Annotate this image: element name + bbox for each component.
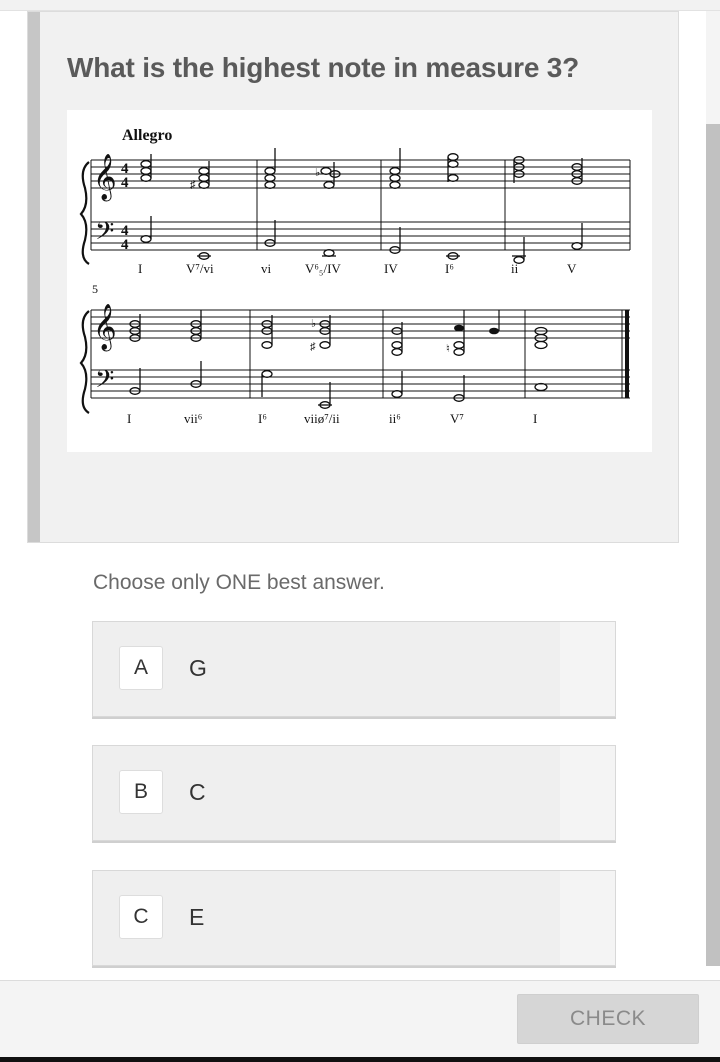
svg-text:♯: ♯ xyxy=(190,179,196,191)
bass-staff-1 xyxy=(91,222,630,250)
brace-2 xyxy=(81,311,89,413)
svg-text:ii: ii xyxy=(511,261,519,276)
svg-text:viiø⁷/ii: viiø⁷/ii xyxy=(304,411,340,426)
svg-text:I: I xyxy=(533,411,538,426)
score-svg xyxy=(67,110,652,452)
option-a-letter: A xyxy=(119,646,163,690)
top-bar xyxy=(0,0,720,11)
option-b-text: C xyxy=(189,779,206,805)
option-b-letter: B xyxy=(119,770,163,814)
bass-staff-2 xyxy=(91,370,630,398)
svg-text:I⁶: I⁶ xyxy=(445,261,454,276)
time-signature-1 xyxy=(121,161,129,253)
svg-text:V: V xyxy=(567,261,577,276)
svg-text:V⁷: V⁷ xyxy=(450,411,464,426)
treble-notes-1 xyxy=(141,148,582,188)
sheet-music-image xyxy=(67,110,652,452)
roman-numerals-1 xyxy=(138,261,577,276)
svg-text:V⁷/vi: V⁷/vi xyxy=(186,261,214,276)
option-b-right-panel xyxy=(560,746,615,840)
svg-text:I: I xyxy=(127,411,132,426)
svg-text:♯: ♯ xyxy=(310,341,316,353)
brace-1 xyxy=(81,162,89,264)
svg-text:ii⁶: ii⁶ xyxy=(389,411,401,426)
svg-text:IV: IV xyxy=(384,261,398,276)
option-a[interactable] xyxy=(92,621,616,717)
tempo-marking: Allegro xyxy=(122,127,173,144)
option-c-right-panel xyxy=(560,871,615,965)
check-button[interactable]: CHECK xyxy=(517,994,699,1044)
accidentals-2 xyxy=(310,318,450,355)
option-b[interactable] xyxy=(92,745,616,841)
treble-clef-icon: 𝄞 xyxy=(93,154,117,199)
option-c-text: E xyxy=(189,904,205,930)
svg-text:vi: vi xyxy=(261,261,272,276)
svg-text:♮: ♮ xyxy=(446,343,450,355)
bass-clef-2-icon: 𝄢 xyxy=(95,366,115,399)
barlines-1 xyxy=(91,160,630,250)
svg-text:I⁶: I⁶ xyxy=(258,411,267,426)
option-c-letter: C xyxy=(119,895,163,939)
treble-clef-2-icon: 𝄞 xyxy=(93,304,117,349)
option-a-text: G xyxy=(189,655,207,681)
svg-text:4: 4 xyxy=(121,237,129,253)
answer-instructions: Choose only ONE best answer. xyxy=(93,571,385,594)
measure-number: 5 xyxy=(92,282,98,296)
option-c[interactable] xyxy=(92,870,616,966)
svg-text:I: I xyxy=(138,261,143,276)
treble-staff-2 xyxy=(91,310,630,338)
card-accent-bar xyxy=(28,12,40,542)
svg-text:V⁶₅/IV: V⁶₅/IV xyxy=(305,261,341,276)
question-card xyxy=(27,11,679,543)
bass-notes-2 xyxy=(130,361,547,408)
scrollbar-track[interactable] xyxy=(706,11,720,124)
question-title: What is the highest note in measure 3? xyxy=(67,52,580,83)
option-a-right-panel xyxy=(560,622,615,716)
svg-text:♭: ♭ xyxy=(315,167,321,179)
bottom-edge xyxy=(0,1057,720,1062)
scrollbar-thumb[interactable] xyxy=(706,124,720,966)
svg-text:4: 4 xyxy=(121,223,129,239)
bass-clef-icon: 𝄢 xyxy=(95,218,115,251)
roman-numerals-2 xyxy=(127,411,537,426)
svg-text:♭: ♭ xyxy=(311,318,317,330)
svg-text:vii⁶: vii⁶ xyxy=(184,411,203,426)
barlines-2 xyxy=(91,310,629,398)
svg-text:4: 4 xyxy=(121,175,129,191)
treble-staff-1 xyxy=(91,160,630,188)
bass-notes-1 xyxy=(141,216,582,263)
svg-text:4: 4 xyxy=(121,161,129,177)
